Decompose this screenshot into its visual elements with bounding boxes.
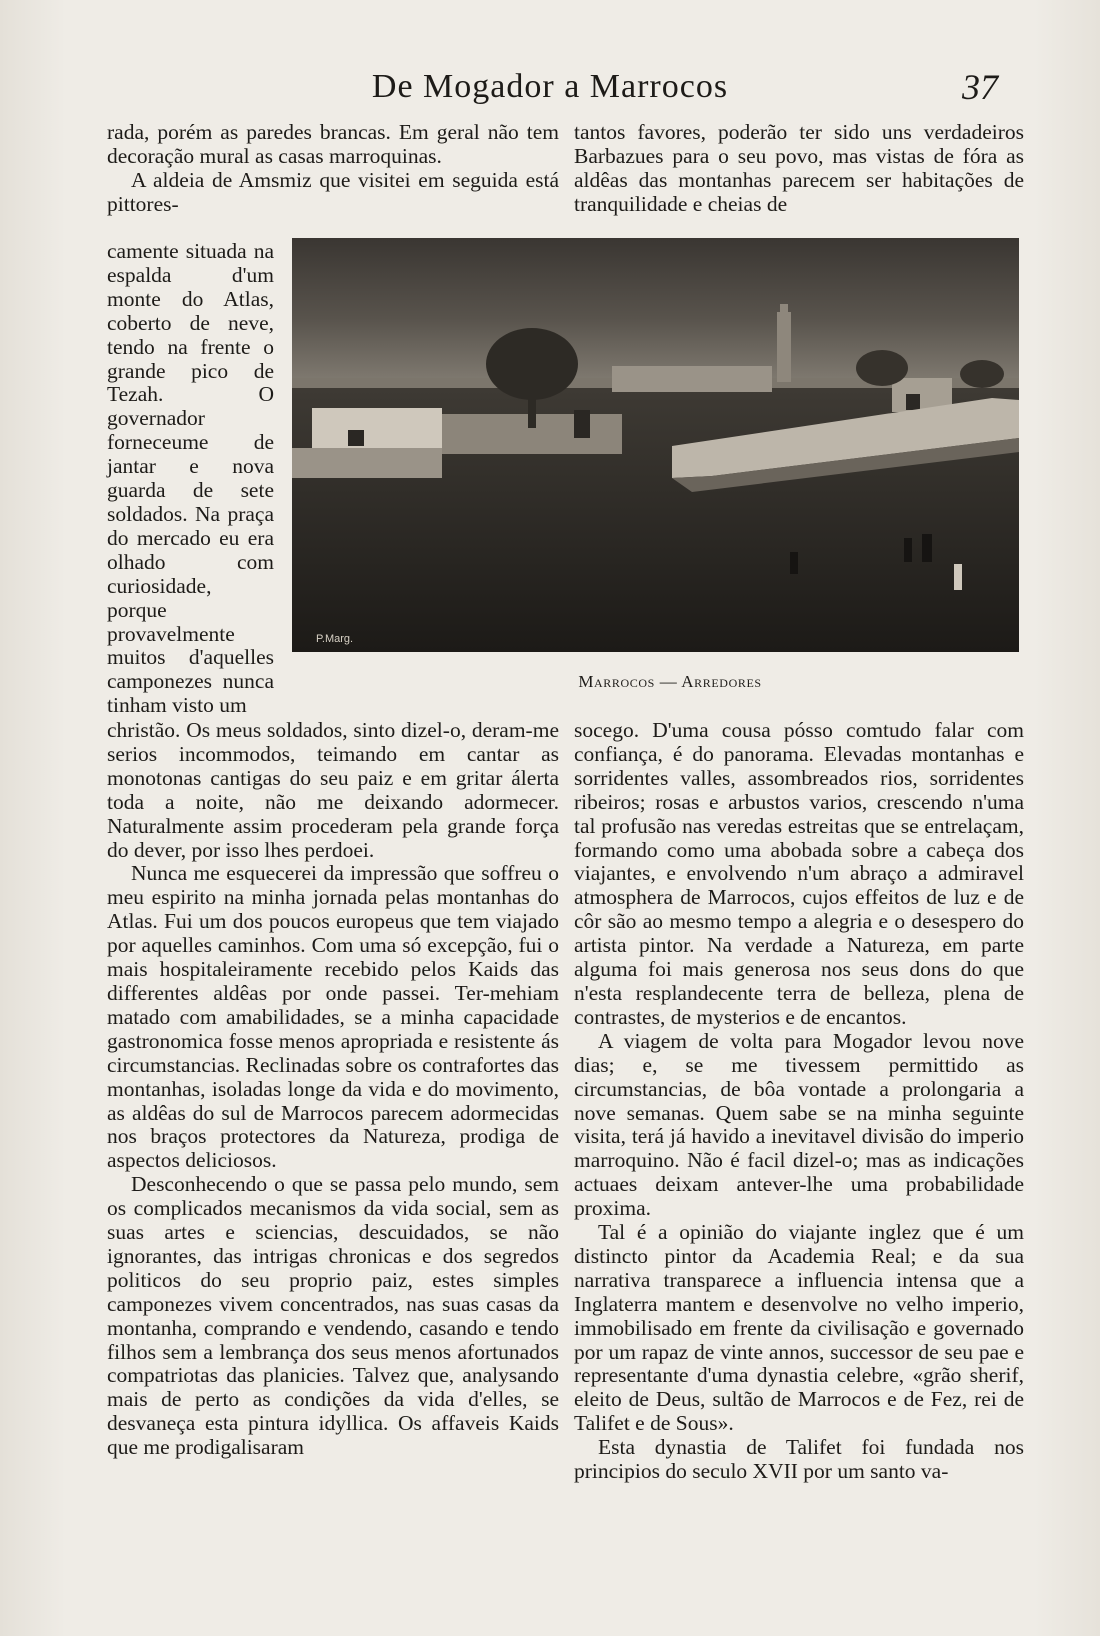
left-column-top	[107, 121, 559, 217]
paragraph: tantos favores, poderão ter sido uns verdadeiros Barbazues para o seu povo, mas vistas de fóra as aldêas das montanhas parecem ser habitações de tranquilidade e cheias de	[574, 120, 1024, 216]
paragraph: A aldeia de Amsmiz que visitei em seguida está pittores-	[107, 167, 559, 216]
paragraph: Desconhecendo o que se passa pelo mundo, sem os complicados mecanismos da vida social, sem as suas artes e sciencias, descuidados, se não ignorantes, das intrigas chronicas e dos segredos politicos do seu proprio paiz, estes simples camponezes vivem concentrados, nas suas casas da montanha, comprando e vendendo, casando e tendo filhos sem a lembrança dos seus menos afortunados compatriotas das planicies. Talvez que, analysando mais de perto as condições da vida d'elles, se desvaneça esta pintura idyllica. Os affaveis Kaids que me prodigalisaram	[107, 1172, 559, 1460]
right-column-top	[574, 121, 1024, 217]
photo-signature: P.Marg.	[316, 633, 354, 645]
right-column-bottom	[574, 719, 1024, 1484]
paragraph: Esta dynastia de Talifet foi fundada nos principios do seculo XVII por um santo va-	[574, 1435, 1024, 1484]
paragraph: A viagem de volta para Mogador levou nove dias; e, se me tivessem permittido as circumstancias, de bôa vontade a prolongaria a nove semanas. Quem sabe se na minha seguinte visita, terá já havido a inevitavel divisão do imperio marroquino. Não é facil dizel-o; mas as indicações actuaes deixam antever-lhe uma probabilidade proxima.	[574, 1028, 1024, 1221]
paragraph: Tal é a opinião do viajante inglez que é um distincto pintor da Academia Real; e da sua narrativa transparece a influencia intensa que a Inglaterra mantem e desenvolve no velho imperio, immobilisado em frente da civilisação e governado por um rapaz de vinte annos, successor de seu pae e representante d'uma dynastia celebre, «grão sherif, eleito de Deus, sultão de Marrocos e de Fez, rei de Talifet e de Sous».	[574, 1220, 1024, 1436]
paragraph: socego. D'uma cousa pósso comtudo falar com confiança, é do panorama. Elevadas montanhas e sorridentes valles, assombreados rios, sorridentes ribeiros; rosas e arbustos varios, crescendo n'uma tal profusão nas veredas estreitas que se entrelaçam, formando como uma abobada sobre a cabeça dos viajantes, e envolvendo n'um abraço a admiravel atmosphera de Marrocos, cujos effeitos de luz e de côr são ao mesmo tempo a alegria e o desespero do artista pintor. Na verdade a Natureza, em parte alguma foi mais generosa nos seus dons do que n'esta resplandecente terra de belleza, plena de contrastes, de mysterios e de encantos.	[574, 718, 1024, 1029]
paragraph: camente situada na espalda d'um monte do Atlas, coberto de neve, tendo na frente o grande pico de Tezah. O governador forneceume de jantar e nova guarda de sete soldados. Na praça do mercado eu era olhado com curiosidade, porque provavelmente muitos d'aquelles camponezes nunca tinham visto um	[107, 239, 274, 718]
photograph-marrocos-arredores	[292, 238, 1019, 652]
left-column-bottom	[107, 719, 559, 1460]
paragraph: christão. Os meus soldados, sinto dizel-o, deram-me serios incommodos, teimando em cantar as monotonas cantigas do seu paiz e em gritar álerta toda a noite, não me deixando adormecer. Naturalmente assim procederam pela grande força do dever, por isso lhes perdoei.	[107, 718, 559, 862]
figure-caption: Marrocos — Arredores	[578, 672, 762, 691]
paragraph: Nunca me esquecerei da impressão que soffreu o meu espirito na minha jornada pelas montanhas do Atlas. Fui um dos poucos europeus que tem viajado por aquelles caminhos. Com uma só excepção, fui o mais hospitaleiramente recebido pelos Kaids das differentes aldêas por onde passei. Ter-mehiam matado com amabilidades, se a minha capacidade gastronomica fosse menos apropriada e resistente ás circumstancias. Reclinadas sobre os contrafortes das montanhas, isoladas longe da vida e do movimento, as aldêas do sul de Marrocos parecem adormecidas nos braços protectores da Natureza, prodiga de aspectos deliciosos.	[107, 861, 559, 1173]
left-column-beside-figure	[107, 240, 274, 718]
running-title: De Mogador a Marrocos	[371, 68, 729, 105]
page-number: 37	[962, 67, 998, 107]
paragraph: rada, porém as paredes brancas. Em geral não tem decoração mural as casas marroquinas.	[107, 120, 559, 168]
